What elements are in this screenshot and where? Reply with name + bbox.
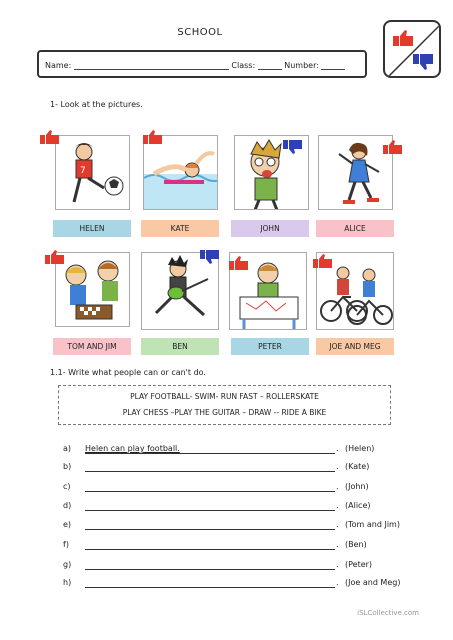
- thumbs-down-icon: [413, 54, 433, 70]
- label-john-text: JOHN: [260, 224, 280, 233]
- question-row: [63, 482, 413, 494]
- label-helen: [53, 220, 131, 237]
- period: .: [336, 520, 339, 529]
- question-subject: (Peter): [345, 560, 373, 569]
- label-kate-text: KATE: [170, 224, 190, 233]
- name-field[interactable]: [74, 61, 229, 70]
- question-subject: (John): [345, 482, 369, 491]
- section-1-1-heading: 1.1- Write what people can or can't do.: [50, 368, 206, 377]
- page-title: SCHOOL: [177, 27, 223, 38]
- period: .: [336, 578, 339, 587]
- thumbs-legend-graphic: [385, 22, 441, 78]
- number-field[interactable]: [321, 61, 345, 70]
- label-peter: [231, 338, 309, 355]
- answer-line[interactable]: [85, 491, 335, 492]
- question-subject: (Tom and Jim): [345, 520, 400, 529]
- picture-tom-and-jim-chess: [55, 252, 130, 327]
- answer-line[interactable]: [85, 529, 335, 530]
- question-row: [63, 540, 413, 552]
- answer-line[interactable]: [85, 453, 335, 454]
- question-letter: c): [63, 482, 71, 491]
- class-field[interactable]: [258, 61, 282, 70]
- label-alice: [316, 220, 394, 237]
- thumbs-up-icon: [45, 250, 65, 264]
- question-row: [63, 560, 413, 572]
- watermark: iSLCollective.com: [357, 609, 419, 617]
- period: .: [336, 462, 339, 471]
- period: .: [336, 444, 339, 453]
- answer-line[interactable]: [85, 471, 335, 472]
- question-letter: f): [63, 540, 69, 549]
- picture-alice-rollerskate: [318, 135, 393, 210]
- question-letter: h): [63, 578, 72, 587]
- answer-line[interactable]: [85, 549, 335, 550]
- answer-line[interactable]: [85, 569, 335, 570]
- question-letter: b): [63, 462, 72, 471]
- question-letter: a): [63, 444, 72, 453]
- thumbs-up-icon: [313, 254, 333, 268]
- question-row: [63, 578, 413, 590]
- word-bank-line-1: PLAY FOOTBALL- SWIM- RUN FAST – ROLLERSKATE: [130, 392, 319, 401]
- label-alice-text: ALICE: [344, 224, 366, 233]
- picture-helen-football: [55, 135, 130, 210]
- name-label: Name:: [45, 61, 72, 70]
- question-row: [63, 501, 413, 513]
- class-label: Class:: [231, 61, 256, 70]
- student-info-box: [37, 50, 367, 78]
- question-subject: (Alice): [345, 501, 371, 510]
- question-subject: (Helen): [345, 444, 375, 453]
- section-1-heading: 1- Look at the pictures.: [50, 100, 143, 109]
- question-row: [63, 520, 413, 532]
- period: .: [336, 482, 339, 491]
- period: .: [336, 560, 339, 569]
- period: .: [336, 501, 339, 510]
- student-info-row: [45, 61, 345, 70]
- period: .: [336, 540, 339, 549]
- word-bank-line-2: PLAY CHESS –PLAY THE GUITAR – DRAW -- RIDE A BIKE: [122, 408, 327, 417]
- label-tom-and-jim-text: TOM AND JIM: [67, 342, 117, 351]
- thumbs-up-icon: [40, 130, 60, 144]
- thumbs-up-icon: [393, 30, 413, 46]
- thumbs-down-icon: [283, 140, 303, 154]
- label-kate: [141, 220, 219, 237]
- label-helen-text: HELEN: [79, 224, 105, 233]
- label-ben-text: BEN: [172, 342, 188, 351]
- label-ben: [141, 338, 219, 355]
- question-letter: e): [63, 520, 72, 529]
- svg-text:7: 7: [80, 166, 86, 176]
- thumbs-legend-box: [383, 20, 441, 78]
- label-tom-and-jim: [53, 338, 131, 355]
- question-row: [63, 462, 413, 474]
- question-letter: d): [63, 501, 72, 510]
- question-answer: Helen can play football.: [85, 444, 180, 453]
- number-label: Number:: [284, 61, 319, 70]
- question-row: [63, 444, 413, 456]
- word-bank: [58, 385, 391, 425]
- question-letter: g): [63, 560, 72, 569]
- thumbs-up-icon: [229, 256, 249, 270]
- label-joe-and-meg-text: JOE AND MEG: [329, 342, 381, 351]
- thumbs-up-icon: [143, 130, 163, 144]
- question-subject: (Kate): [345, 462, 370, 471]
- label-joe-and-meg: [316, 338, 394, 355]
- answer-line[interactable]: [85, 510, 335, 511]
- label-john: [231, 220, 309, 237]
- question-subject: (Ben): [345, 540, 367, 549]
- label-peter-text: PETER: [258, 342, 282, 351]
- thumbs-up-icon: [383, 140, 403, 154]
- question-subject: (Joe and Meg): [345, 578, 401, 587]
- picture-kate-swimming: [143, 135, 218, 210]
- thumbs-down-icon: [200, 250, 220, 264]
- answer-line[interactable]: [85, 587, 335, 588]
